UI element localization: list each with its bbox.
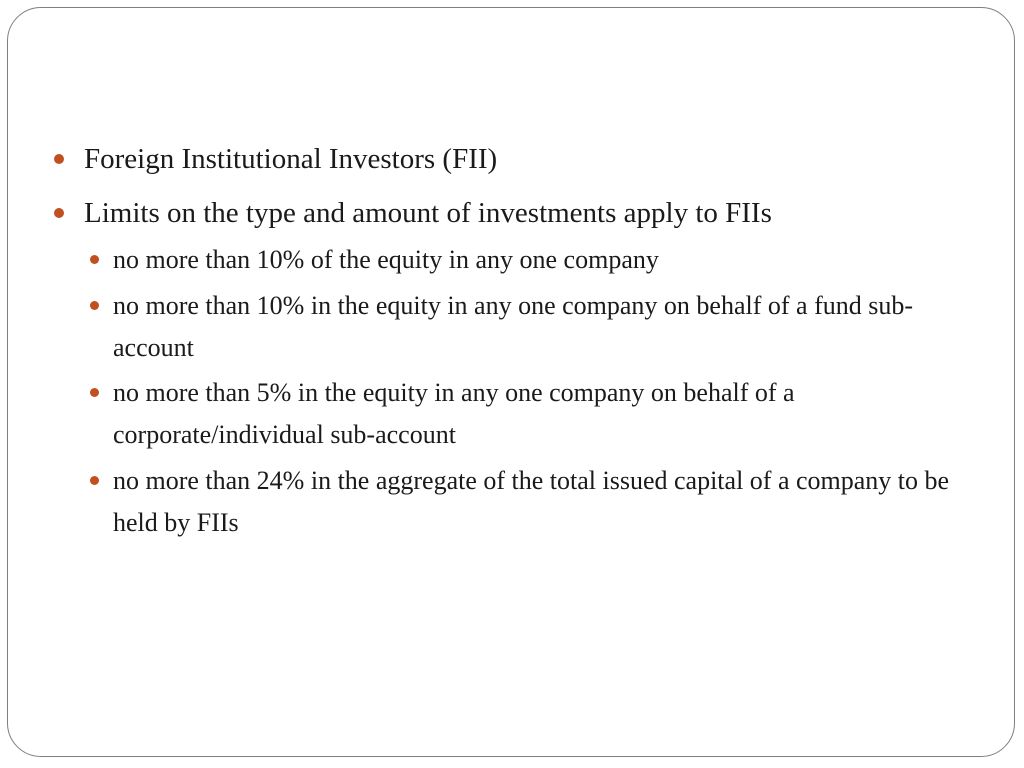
sub-bullet-item — [90, 460, 950, 544]
bullet-dot-icon — [90, 476, 99, 485]
slide-content — [8, 8, 1014, 756]
bullet-dot-icon — [54, 208, 64, 218]
sub-bullet-text: no more than 5% in the equity in any one company on behalf of a corporate/individual sub-account — [113, 378, 795, 449]
bullet-dot-icon — [90, 388, 99, 397]
sub-bullet-item — [90, 285, 950, 369]
sub-bullet-text: no more than 24% in the aggregate of the total issued capital of a company to be held by FIIs — [113, 466, 950, 537]
bullet-item — [54, 142, 497, 176]
bullet-dot-icon — [54, 154, 64, 164]
sub-bullet-text: no more than 10% of the equity in any one company — [113, 245, 659, 274]
sub-bullet-item — [90, 239, 950, 281]
bullet-item — [54, 196, 772, 230]
bullet-dot-icon — [90, 301, 99, 310]
sub-bullet-item — [90, 372, 950, 456]
bullet-dot-icon — [90, 255, 99, 264]
bullet-text: Limits on the type and amount of investments apply to FIIs — [84, 197, 772, 229]
slide-frame — [7, 7, 1015, 757]
sub-bullet-text: no more than 10% in the equity in any one company on behalf of a fund sub-account — [113, 291, 914, 362]
bullet-text: Foreign Institutional Investors (FII) — [84, 143, 498, 175]
